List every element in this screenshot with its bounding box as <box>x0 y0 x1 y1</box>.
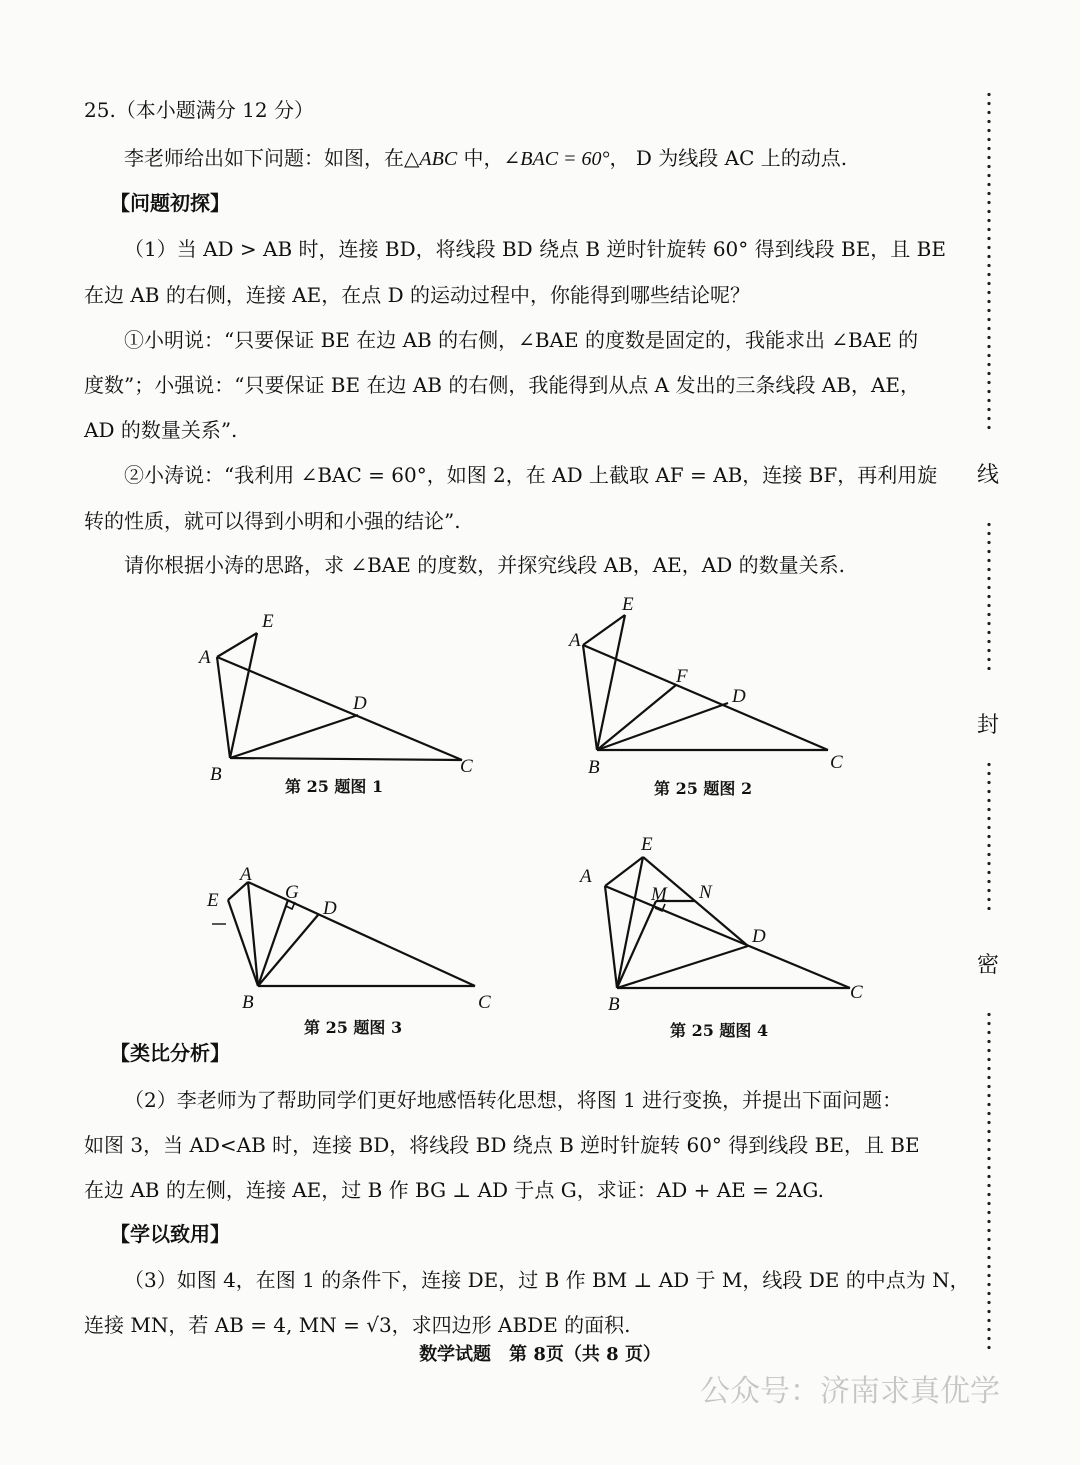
fig1-label-a: A <box>199 647 211 668</box>
fig2-label-a: A <box>569 630 581 651</box>
fig4-label-a: A <box>580 866 592 887</box>
section-apply: 【学以致用】 <box>110 1222 230 1246</box>
fig4-label-e: E <box>641 834 653 855</box>
fig4-label-m: M <box>651 884 667 905</box>
part1-line4: 度数”；小强说：“只要保证 BE 在边 AB 的右侧，我能得到从点 A 发出的三条线段 AB，AE， <box>84 373 921 397</box>
fig3-seg-bd <box>258 915 318 986</box>
fig4-caption: 第 25 题图 4 <box>670 1021 769 1040</box>
fig3-caption: 第 25 题图 3 <box>304 1018 403 1037</box>
fig1-label-c: C <box>460 756 473 777</box>
fig1-seg-bd <box>230 715 358 758</box>
intro-post: ， D 为线段 AC 上的动点. <box>609 146 848 170</box>
fig3-label-e: E <box>207 890 219 911</box>
fig3-label-a: A <box>240 864 252 885</box>
part2-line1: （2）李老师为了帮助同学们更好地感悟转化思想，将图 1 进行变换，并提出下面问题： <box>124 1088 903 1112</box>
problem-header: 25.（本小题满分 12 分） <box>84 98 314 122</box>
fig4-seg-ac <box>605 886 850 988</box>
part1-line7: 转的性质，就可以得到小明和小强的结论”. <box>84 509 461 533</box>
fig1-seg-bc <box>230 758 462 760</box>
problem-intro <box>124 143 954 174</box>
fig1-label-e: E <box>262 611 274 632</box>
part3-line2: 连接 MN，若 AB = 4, MN = √3，求四边形 ABDE 的面积. <box>84 1313 631 1337</box>
binding-char-feng: 封 <box>976 713 999 738</box>
part1-line5: AD 的数量关系”. <box>84 418 238 442</box>
fig1-seg-ac <box>217 657 462 760</box>
fig4-label-d: D <box>752 926 766 947</box>
fig3-label-d: D <box>323 898 337 919</box>
fig4-seg-be <box>617 857 643 988</box>
fig2-label-b: B <box>588 757 600 778</box>
fig2-label-c: C <box>830 752 843 773</box>
fig3-label-c: C <box>478 992 491 1013</box>
binding-char-mi: 密 <box>976 953 999 978</box>
watermark: 公众号：济南求真优学 <box>700 1374 1000 1409</box>
intro-pre: 李老师给出如下问题：如图，在 <box>124 146 404 170</box>
part1-line8: 请你根据小涛的思路，求 ∠BAE 的度数，并探究线段 AB，AE，AD 的数量关系. <box>124 553 845 577</box>
binding-dots-2 <box>987 520 991 670</box>
part1-line2: 在边 AB 的右侧，连接 AE，在点 D 的运动过程中，你能得到哪些结论呢？ <box>84 283 751 307</box>
fig2-label-f: F <box>676 666 688 687</box>
fig1-label-b: B <box>210 764 222 785</box>
binding-char-xian: 线 <box>976 463 999 488</box>
fig2-label-e: E <box>622 594 634 615</box>
part2-line2: 如图 3，当 AD<AB 时，连接 BD，将线段 BD 绕点 B 逆时针旋转 60° 得到线段 BE，且 BE <box>84 1133 920 1157</box>
fig1-caption: 第 25 题图 1 <box>285 777 384 796</box>
fig3-seg-ac <box>248 882 475 986</box>
fig1-seg-ae <box>217 633 257 657</box>
intro-mid: 中， <box>457 146 504 170</box>
part2-line3: 在边 AB 的左侧，连接 AE，过 B 作 BG ⊥ AD 于点 G，求证：AD + AE = 2AG. <box>84 1178 825 1202</box>
intro-math-triangle: △ABC <box>404 148 458 170</box>
fig1-label-d: D <box>353 693 367 714</box>
fig3-seg-bg <box>258 900 288 986</box>
fig2-caption: 第 25 题图 2 <box>654 779 753 798</box>
fig4-seg-ab <box>605 886 617 988</box>
fig3-label-b: B <box>242 992 254 1013</box>
fig4-seg-bm <box>617 901 656 988</box>
fig4-label-n: N <box>699 882 712 903</box>
fig1-seg-ab <box>217 657 230 758</box>
part1-line6: ②小涛说：“我利用 ∠BAC = 60°，如图 2，在 AD 上截取 AF = AB，连接 BF，再利用旋 <box>124 463 938 487</box>
binding-dots-4 <box>987 1010 991 1350</box>
figure-4 <box>575 830 875 1020</box>
figure-1 <box>190 605 490 785</box>
page-footer: 数学试题 第 8页（共 8 页） <box>419 1344 661 1365</box>
part1-line3: ①小明说：“只要保证 BE 在边 AB 的右侧，∠BAE 的度数是固定的，我能求出 ∠BAE 的 <box>124 328 919 352</box>
binding-dots-3 <box>987 760 991 910</box>
fig2-seg-ac <box>583 645 828 750</box>
intro-math-angle: ∠BAC = 60° <box>503 148 610 170</box>
fig1-seg-be <box>230 633 257 758</box>
part3-line1: （3）如图 4，在图 1 的条件下，连接 DE，过 B 作 BM ⊥ AD 于 M，线段 DE 的中点为 N， <box>124 1268 970 1292</box>
fig4-label-b: B <box>608 994 620 1015</box>
figure-2 <box>560 590 870 780</box>
section-explore: 【问题初探】 <box>110 191 230 215</box>
fig4-seg-bd <box>617 946 748 988</box>
fig4-label-c: C <box>850 982 863 1003</box>
fig2-seg-ab <box>583 645 597 750</box>
section-analogy: 【类比分析】 <box>110 1041 230 1065</box>
binding-dots-1 <box>987 90 991 430</box>
fig2-seg-bd <box>597 703 728 750</box>
fig3-label-g: G <box>285 882 299 903</box>
part1-line1: （1）当 AD > AB 时，连接 BD，将线段 BD 绕点 B 逆时针旋转 60° 得到线段 BE，且 BE <box>124 237 946 261</box>
fig2-label-d: D <box>732 686 746 707</box>
figure-3 <box>200 860 510 1020</box>
